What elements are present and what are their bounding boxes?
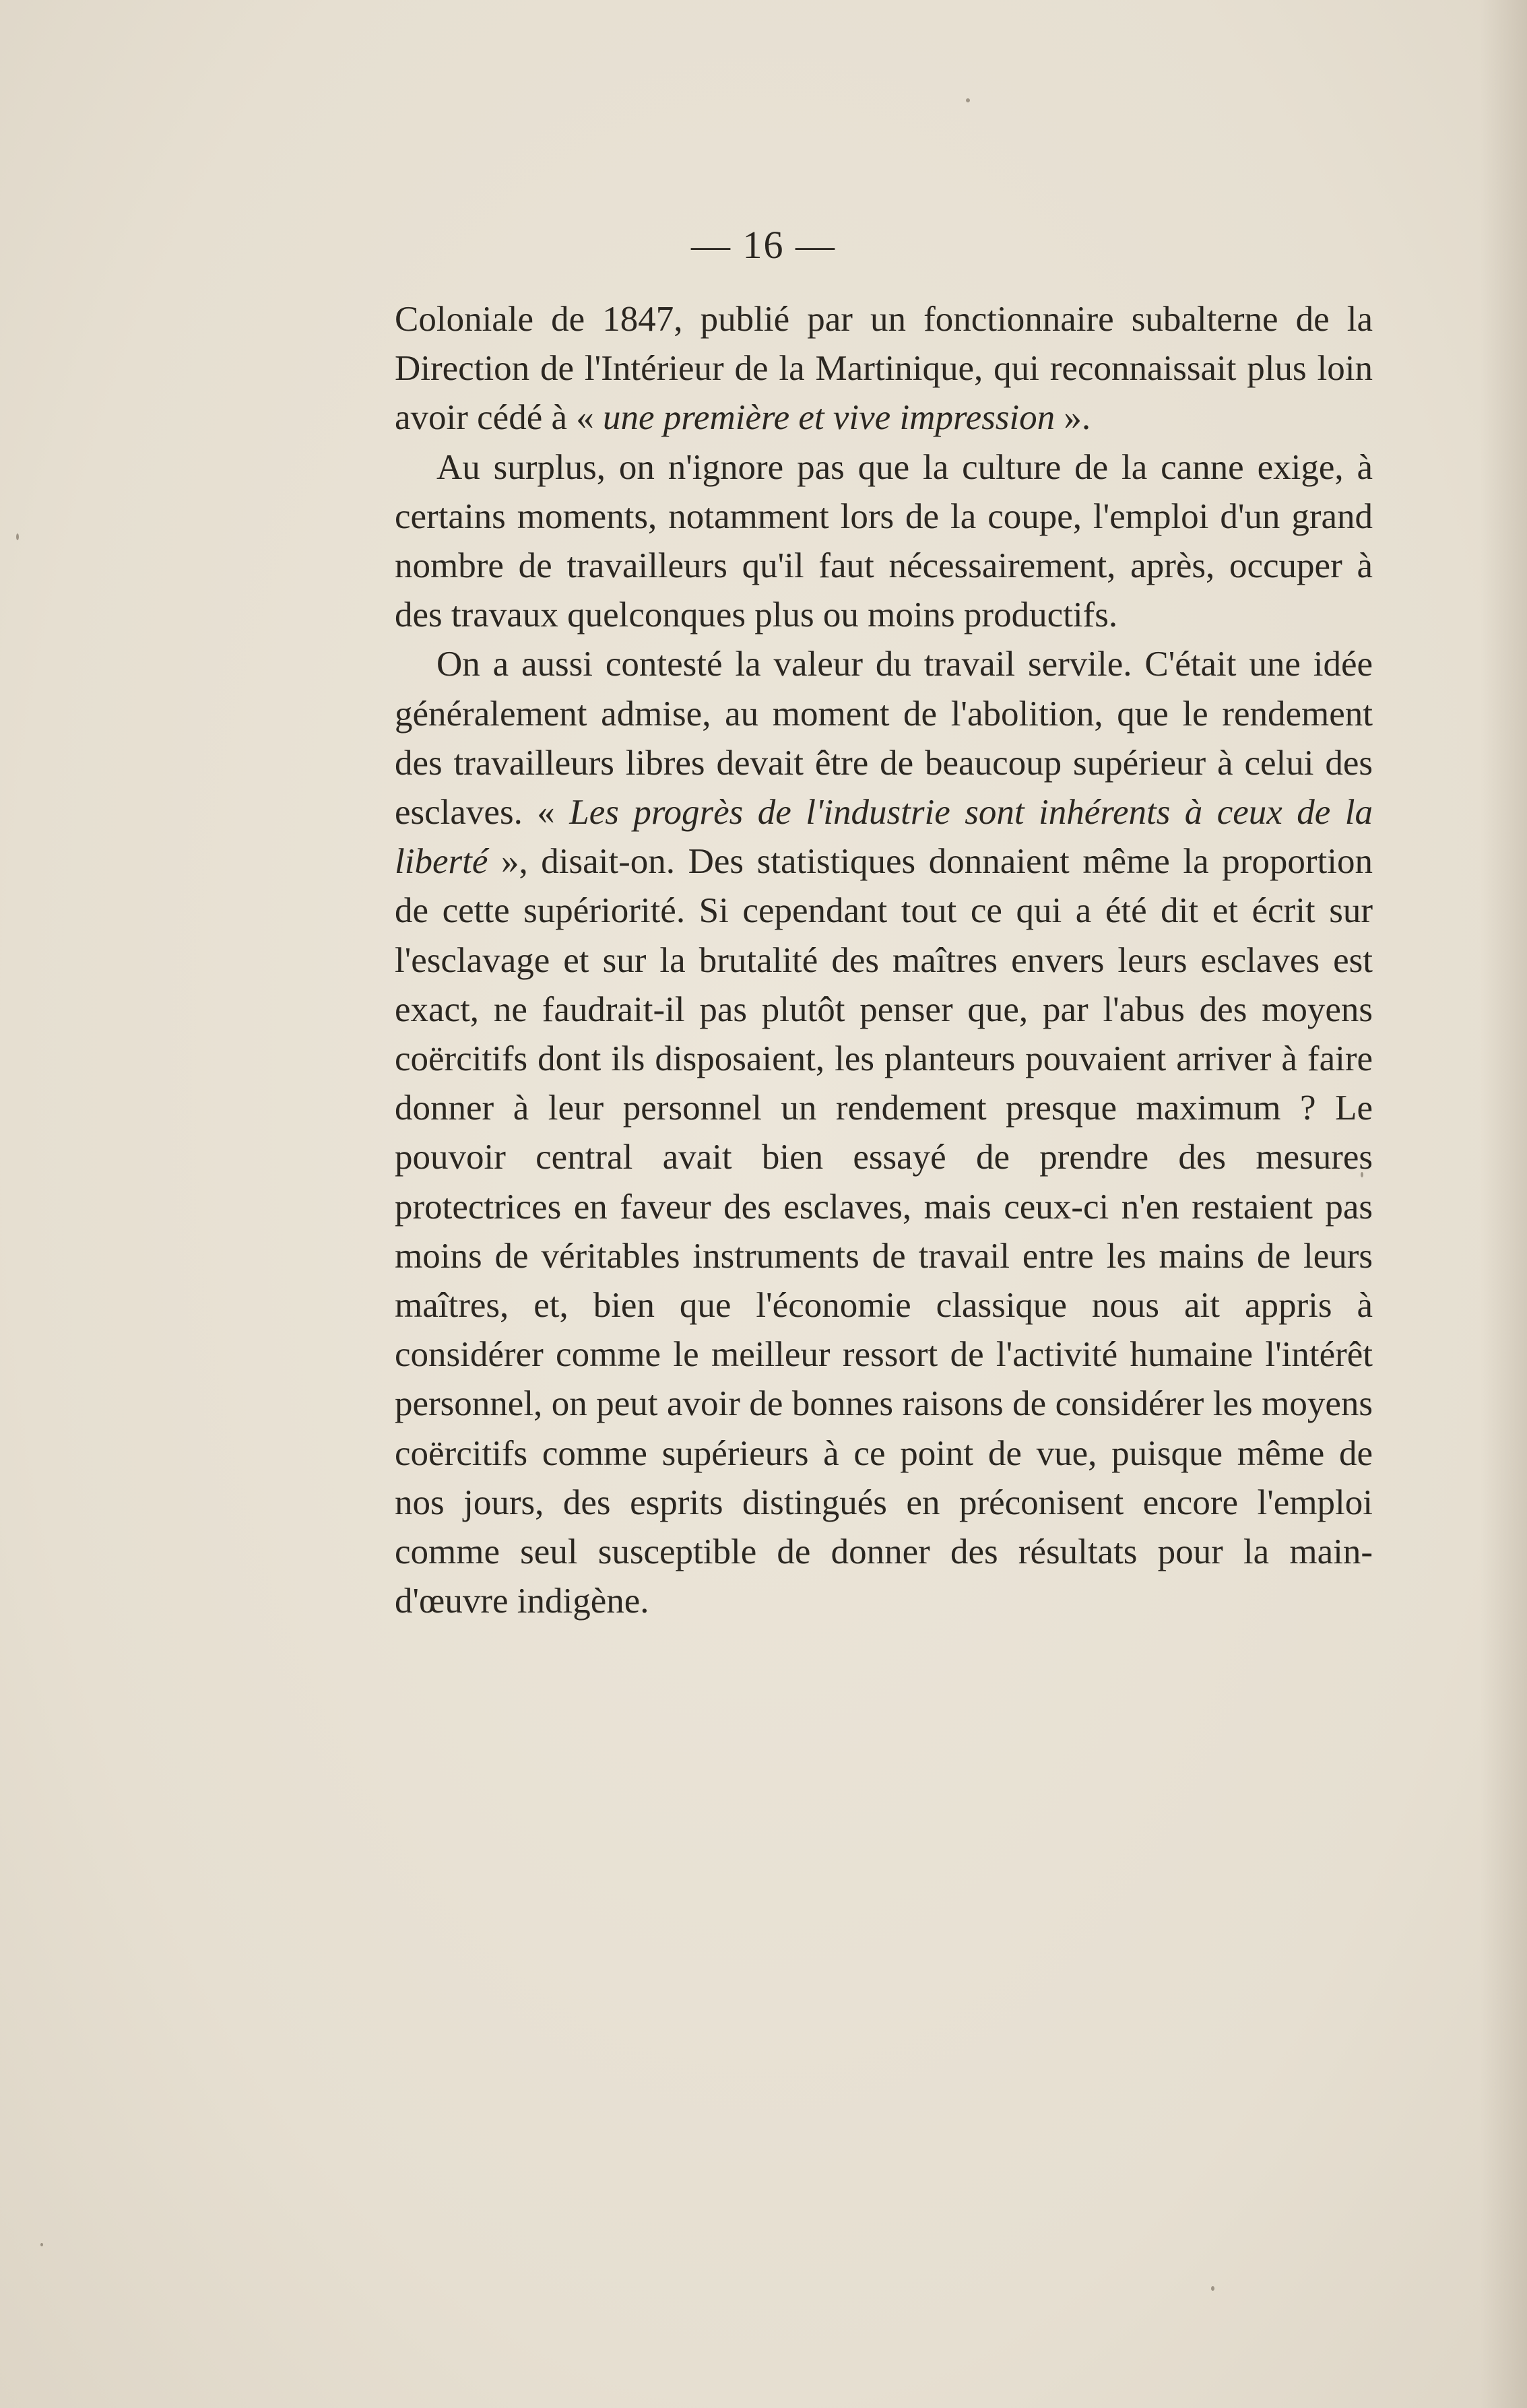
page-edge-shadow <box>1480 0 1527 2408</box>
paper-speck <box>966 98 970 102</box>
text-run: On a aussi contesté la valeur du travail servile. C'était une idée généralement admise, au moment de l'abolition, que le rendement des travailleurs libres devait être de beaucoup supérieur à celui des esclaves. « <box>395 645 1373 833</box>
text-run: ». <box>1055 398 1091 438</box>
paragraph-1 <box>395 295 1373 443</box>
paper-speck <box>1361 1172 1363 1177</box>
italic-quote: Les progrès de l'industrie sont inhérents à ceux de la liberté <box>395 793 1373 882</box>
page-number: — 16 — <box>691 223 836 267</box>
paragraph-2 <box>395 443 1373 641</box>
text-run: », disait-on. Des statistiques donnaient même la proportion de cette supériorité. Si cependant tout ce qui a été dit et écrit sur l'esclavage et sur la brutalité des maîtres envers leurs esclaves est exact, ne faudrait-il pas plutôt penser que, par l'abus des moyens coërcitifs dont ils disposaient, les planteurs pouvaient arriver à faire donner à leur personnel un rendement presque maximum ? Le pouvoir central avait bien essayé de prendre des mesures protectrices en faveur des esclaves, mais ceux-ci n'en restaient pas moins de véritables instruments de travail entre les mains de leurs maîtres, et, bien que l'économie classique nous ait appris à considérer comme le meilleur ressort de l'activité humaine l'intérêt personnel, on peut avoir de bonnes raisons de considérer les moyens coërcitifs comme supérieurs à ce point de vue, puisque même de nos jours, des esprits distingués en préconisent encore l'emploi comme seul susceptible de donner des résultats pour la main-d'œuvre indigène. <box>395 842 1373 1621</box>
italic-quote: une première et vive impression <box>603 398 1055 438</box>
text-run: Coloniale de 1847, publié par un fonctionnaire subalterne de la Direction de l'Intérieur de la Martinique, qui reconnaissait plus loin avoir cédé à « <box>395 300 1373 438</box>
paper-speck <box>40 2243 43 2246</box>
paper-speck <box>1211 2286 1214 2291</box>
paragraph-3 <box>395 640 1373 1626</box>
body-text <box>395 295 1373 1626</box>
text-run: Au surplus, on n'ignore pas que la culture de la canne exige, à certains moments, notamment lors de la coupe, l'emploi d'un grand nombre de travailleurs qu'il faut nécessairement, après, occuper à des travaux quelconques plus ou moins productifs. <box>395 447 1373 635</box>
paper-speck <box>16 533 19 540</box>
